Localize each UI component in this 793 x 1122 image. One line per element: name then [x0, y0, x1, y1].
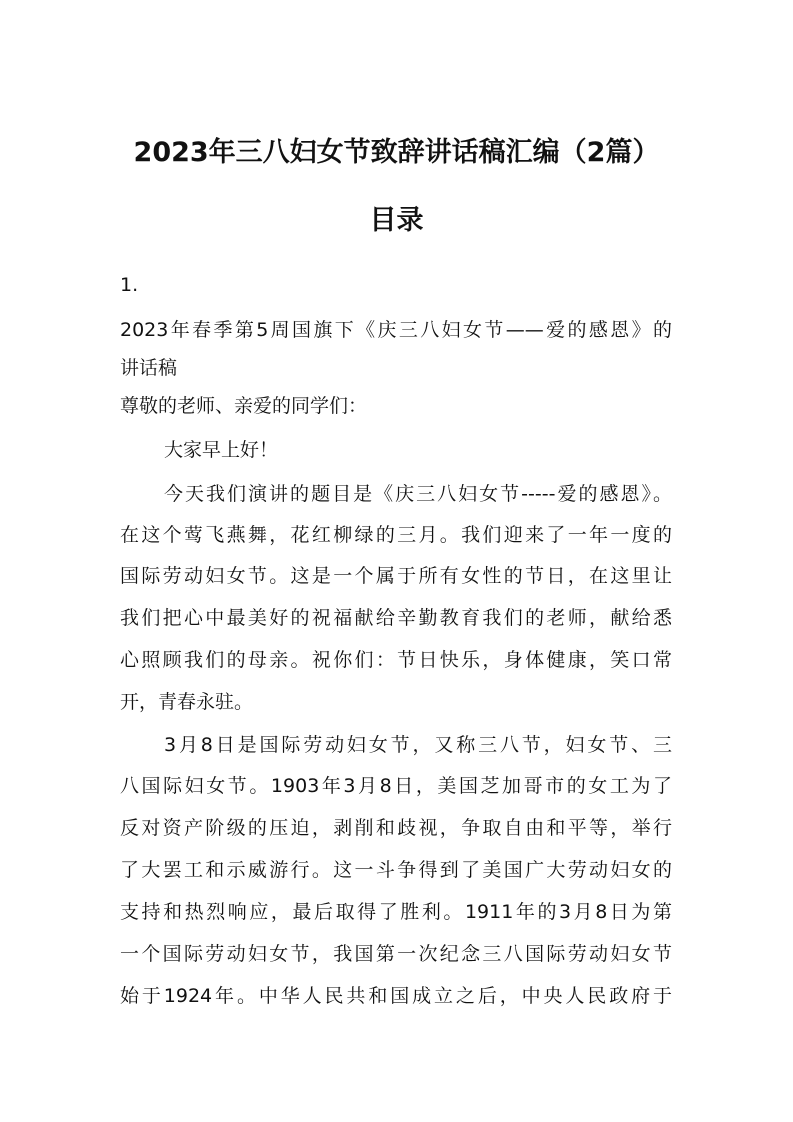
paragraph-line: 始于1924年。中华人民共和国成立之后，中央人民政府于	[120, 985, 672, 1007]
paragraph-line: 心照顾我们的母亲。祝你们：节日快乐，身体健康，笑口常	[120, 649, 672, 671]
toc-item-title-cont: 讲话稿	[120, 357, 178, 379]
paragraph-line: 今天我们演讲的题目是《庆三八妇女节-----爱的感恩》。	[164, 483, 672, 505]
paragraph-line: 我们把心中最美好的祝福献给辛勤教育我们的老师，献给悉	[120, 607, 672, 629]
paragraph-line: 开，青春永驻。	[120, 691, 254, 713]
document-title: 2023年三八妇女节致辞讲话稿汇编（2篇）	[133, 137, 660, 168]
toc-item-title: 2023年春季第5周国旗下《庆三八妇女节——爱的感恩》的	[120, 319, 672, 341]
paragraph-line: 反对资产阶级的压迫，剥削和歧视，争取自由和平等，举行	[120, 817, 672, 839]
paragraph-line: 支持和热烈响应，最后取得了胜利。1911年的3月8日为第	[120, 901, 672, 923]
paragraph-line: 国际劳动妇女节。这是一个属于所有女性的节日，在这里让	[120, 565, 672, 587]
paragraph-line: 在这个莺飞燕舞，花红柳绿的三月。我们迎来了一年一度的	[120, 524, 672, 546]
salutation: 尊敬的老师、亲爱的同学们：	[120, 395, 368, 417]
toc-item-number: 1.	[120, 274, 139, 296]
paragraph-line: 八国际妇女节。1903年3月8日，美国芝加哥市的女工为了	[120, 775, 672, 797]
paragraph-line: 一个国际劳动妇女节，我国第一次纪念三八国际劳动妇女节	[120, 943, 672, 965]
paragraph-line: 了大罢工和示威游行。这一斗争得到了美国广大劳动妇女的	[120, 859, 672, 881]
toc-heading: 目录	[369, 205, 424, 236]
greeting: 大家早上好！	[164, 439, 279, 461]
paragraph-line: 3月8日是国际劳动妇女节，又称三八节，妇女节、三	[164, 734, 672, 756]
